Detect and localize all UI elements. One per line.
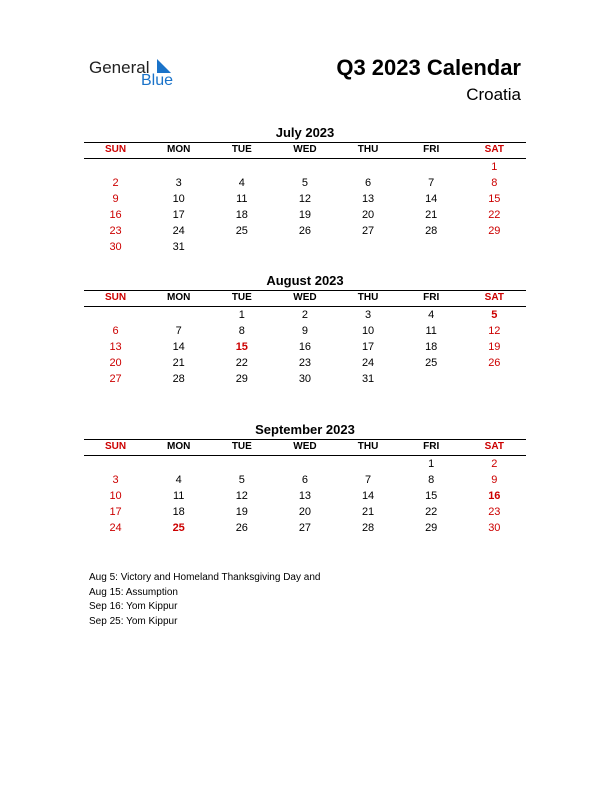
weekday-label: SUN xyxy=(105,292,127,303)
day-cell: 14 xyxy=(361,490,375,502)
day-cell xyxy=(147,159,210,175)
day-cell: 15 xyxy=(425,490,438,502)
day-cell: 23 xyxy=(298,357,312,369)
day-cell: 9 xyxy=(112,193,119,205)
logo xyxy=(89,56,199,96)
note-item: Aug 15: Assumption xyxy=(89,586,178,598)
day-cell xyxy=(400,159,463,175)
day-cell: 1 xyxy=(238,309,245,321)
day-cell xyxy=(337,239,400,255)
day-cell: 30 xyxy=(488,522,501,534)
day-cell: 13 xyxy=(298,490,312,502)
day-cell: 14 xyxy=(172,341,185,353)
day-cell: 6 xyxy=(112,325,119,337)
month-title: August 2023 xyxy=(266,273,344,288)
day-cell: 12 xyxy=(488,325,501,337)
logo-triangle-icon xyxy=(157,59,171,73)
day-cell: 28 xyxy=(425,225,438,237)
month-title: July 2023 xyxy=(275,125,335,140)
day-cell: 30 xyxy=(298,373,312,385)
day-cell: 29 xyxy=(488,225,501,237)
day-cell: 27 xyxy=(109,373,122,385)
weekday-label: WED xyxy=(293,144,317,155)
day-cell: 7 xyxy=(365,474,372,486)
holiday-day-cell: 5 xyxy=(491,309,498,321)
day-cell xyxy=(463,371,526,387)
weekday-label: TUE xyxy=(231,292,252,303)
day-cell: 11 xyxy=(236,193,248,205)
day-cell xyxy=(210,239,273,255)
week-row xyxy=(84,355,526,371)
day-cell xyxy=(337,456,400,472)
day-cell: 3 xyxy=(112,474,119,486)
week-row xyxy=(84,488,526,504)
day-cell: 28 xyxy=(361,522,375,534)
day-cell: 12 xyxy=(235,490,248,502)
day-cell: 30 xyxy=(109,241,122,253)
day-cell: 18 xyxy=(235,209,248,221)
country-name: Croatia xyxy=(466,85,521,104)
day-cell: 27 xyxy=(298,522,312,534)
day-cell: 14 xyxy=(425,193,438,205)
day-cell: 28 xyxy=(172,373,185,385)
week-row xyxy=(84,504,526,520)
day-cell: 11 xyxy=(172,490,185,502)
weekday-header-row xyxy=(84,440,526,456)
weekday-label: TUE xyxy=(231,144,252,155)
day-cell: 15 xyxy=(488,193,501,205)
day-cell: 8 xyxy=(428,474,435,486)
week-row xyxy=(84,472,526,488)
day-cell: 24 xyxy=(109,522,122,534)
day-cell: 12 xyxy=(298,193,312,205)
day-cell xyxy=(84,456,147,472)
day-cell xyxy=(273,239,336,255)
day-cell xyxy=(147,456,210,472)
day-cell: 13 xyxy=(109,341,122,353)
day-cell: 25 xyxy=(235,225,248,237)
day-cell xyxy=(337,159,400,175)
day-cell: 11 xyxy=(425,325,437,337)
weekday-label: THU xyxy=(357,144,379,155)
weekday-label: SAT xyxy=(484,441,504,452)
holiday-day-cell: 25 xyxy=(172,522,185,534)
day-cell: 8 xyxy=(238,325,245,337)
day-cell: 13 xyxy=(361,193,375,205)
weekday-label: MON xyxy=(167,144,191,155)
day-cell: 20 xyxy=(298,506,312,518)
weekday-label: SAT xyxy=(484,144,504,155)
month-title: September 2023 xyxy=(255,422,355,437)
holiday-notes xyxy=(89,571,320,629)
week-row xyxy=(84,323,526,339)
day-cell: 24 xyxy=(361,357,375,369)
day-cell: 24 xyxy=(172,225,185,237)
weekday-header-row xyxy=(84,291,526,307)
week-row xyxy=(84,456,526,472)
week-row xyxy=(84,339,526,355)
day-cell: 20 xyxy=(361,209,375,221)
day-cell: 23 xyxy=(488,506,501,518)
day-cell: 1 xyxy=(491,161,498,173)
day-cell: 4 xyxy=(238,177,245,189)
day-cell: 9 xyxy=(491,474,498,486)
day-cell: 27 xyxy=(361,225,375,237)
day-cell: 17 xyxy=(361,341,375,353)
day-cell: 7 xyxy=(175,325,182,337)
day-cell xyxy=(147,307,210,323)
day-cell: 19 xyxy=(298,209,312,221)
weekday-label: TUE xyxy=(231,441,252,452)
week-row xyxy=(84,223,526,239)
day-cell: 10 xyxy=(361,325,375,337)
day-cell xyxy=(84,159,147,175)
holiday-day-cell: 15 xyxy=(235,341,248,353)
month-block-september xyxy=(84,422,526,536)
logo-text-blue: Blue xyxy=(141,72,174,89)
day-cell: 26 xyxy=(488,357,501,369)
day-cell xyxy=(400,371,463,387)
day-cell xyxy=(210,159,273,175)
weekday-label: WED xyxy=(293,292,317,303)
month-block-august xyxy=(84,273,526,387)
day-cell: 16 xyxy=(109,209,122,221)
week-row xyxy=(84,207,526,223)
weekday-label: WED xyxy=(293,441,317,452)
day-cell: 25 xyxy=(425,357,438,369)
week-row xyxy=(84,191,526,207)
weekday-label: SUN xyxy=(105,441,127,452)
day-cell: 22 xyxy=(488,209,501,221)
day-cell: 3 xyxy=(175,177,182,189)
day-cell: 26 xyxy=(235,522,248,534)
week-row xyxy=(84,371,526,387)
day-cell: 3 xyxy=(365,309,372,321)
day-cell: 2 xyxy=(301,309,308,321)
week-row xyxy=(84,307,526,323)
day-cell: 5 xyxy=(301,177,308,189)
day-cell: 19 xyxy=(235,506,248,518)
day-cell: 29 xyxy=(425,522,438,534)
day-cell: 23 xyxy=(109,225,122,237)
day-cell: 4 xyxy=(175,474,182,486)
day-cell: 9 xyxy=(301,325,308,337)
weekday-header-row xyxy=(84,143,526,159)
week-row xyxy=(84,175,526,191)
day-cell: 31 xyxy=(172,241,185,253)
month-block-july xyxy=(84,125,526,255)
day-cell: 6 xyxy=(365,177,372,189)
day-cell: 10 xyxy=(109,490,122,502)
day-cell: 19 xyxy=(488,341,501,353)
day-cell: 26 xyxy=(298,225,312,237)
day-cell: 21 xyxy=(172,357,185,369)
weekday-label: SAT xyxy=(484,292,504,303)
day-cell: 21 xyxy=(425,209,438,221)
weekday-label: FRI xyxy=(423,144,440,155)
week-row xyxy=(84,520,526,536)
day-cell: 7 xyxy=(428,177,435,189)
day-cell: 5 xyxy=(238,474,245,486)
weekday-label: MON xyxy=(167,292,191,303)
day-cell: 4 xyxy=(428,309,435,321)
note-item: Sep 25: Yom Kippur xyxy=(89,615,178,627)
holiday-day-cell: 16 xyxy=(488,490,501,502)
day-cell: 18 xyxy=(172,506,185,518)
week-row xyxy=(84,239,526,255)
weekday-label: FRI xyxy=(423,441,440,452)
day-cell: 21 xyxy=(361,506,375,518)
day-cell: 16 xyxy=(298,341,312,353)
day-cell xyxy=(463,239,526,255)
note-item: Aug 5: Victory and Homeland Thanksgiving Day and xyxy=(89,572,321,583)
weekday-label: FRI xyxy=(423,292,440,303)
day-cell: 20 xyxy=(109,357,122,369)
weekday-label: SUN xyxy=(105,144,127,155)
day-cell: 31 xyxy=(361,373,375,385)
page-title: Q3 2023 Calendar xyxy=(336,55,521,80)
day-cell xyxy=(400,239,463,255)
day-cell: 22 xyxy=(425,506,438,518)
day-cell: 2 xyxy=(491,458,498,470)
day-cell: 1 xyxy=(428,458,435,470)
weekday-label: THU xyxy=(357,292,379,303)
day-cell: 6 xyxy=(301,474,308,486)
day-cell: 18 xyxy=(425,341,438,353)
weekday-label: THU xyxy=(357,441,379,452)
day-cell: 8 xyxy=(491,177,498,189)
day-cell xyxy=(84,307,147,323)
note-item: Sep 16: Yom Kippur xyxy=(89,601,178,612)
day-cell xyxy=(273,159,336,175)
day-cell: 22 xyxy=(235,357,248,369)
day-cell xyxy=(210,456,273,472)
day-cell: 29 xyxy=(235,373,248,385)
week-row xyxy=(84,159,526,175)
day-cell: 17 xyxy=(109,506,122,518)
day-cell: 2 xyxy=(112,177,119,189)
day-cell xyxy=(273,456,336,472)
day-cell: 17 xyxy=(172,209,185,221)
day-cell: 10 xyxy=(172,193,185,205)
logo-text-general: General xyxy=(89,58,150,77)
weekday-label: MON xyxy=(167,441,191,452)
